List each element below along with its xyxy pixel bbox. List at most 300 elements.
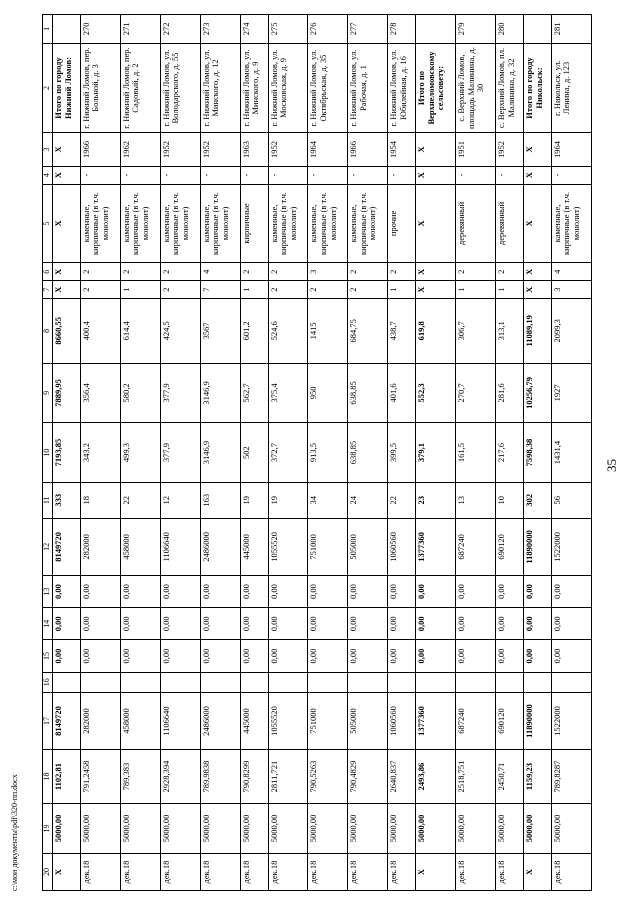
table-cell: 638,85 <box>348 363 388 423</box>
table-cell: 1927 <box>551 363 591 423</box>
subtotal-row <box>416 15 456 891</box>
table-cell: 5000,00 <box>160 803 200 853</box>
column-number: 15 <box>43 640 53 672</box>
table-cell: г. Нижний Ломов, ул. Минского, д. 12 <box>200 43 240 133</box>
table-cell: - <box>200 166 240 184</box>
table-cell: 438,7 <box>388 299 416 363</box>
table-cell: 684,75 <box>348 299 388 363</box>
table-cell: 5000,00 <box>120 803 160 853</box>
table-row <box>120 15 160 891</box>
table-cell: X <box>416 184 456 263</box>
table-cell <box>348 672 388 692</box>
table-cell: 1060560 <box>388 692 416 749</box>
table-cell: 24 <box>348 482 388 518</box>
table-cell: 5000,00 <box>348 803 388 853</box>
table-cell: 1522000 <box>551 518 591 575</box>
table-cell: X <box>524 184 552 263</box>
table-cell: 13 <box>456 482 496 518</box>
table-cell: 161,5 <box>456 423 496 483</box>
table-cell: 273 <box>200 15 240 44</box>
table-cell: 333 <box>53 482 81 518</box>
table-cell: - <box>160 166 200 184</box>
table-cell: 401,6 <box>388 363 416 423</box>
table-cell: - <box>456 166 496 184</box>
table-cell <box>53 672 81 692</box>
table-cell <box>456 672 496 692</box>
table-cell: каменные, кирпичные (в т.ч. монолит) <box>268 184 308 263</box>
table-cell: 0,00 <box>240 640 268 672</box>
column-number: 1 <box>43 15 53 44</box>
table-cell: г. Нижний Ломов, ул. Минского, д. 9 <box>240 43 268 133</box>
table-cell: - <box>551 166 591 184</box>
table-cell: 1963 <box>240 133 268 166</box>
table-cell: 0,00 <box>240 575 268 607</box>
table-cell: 7 <box>200 281 240 299</box>
table-cell <box>268 672 308 692</box>
table-cell: 270 <box>80 15 120 44</box>
table-cell: 1964 <box>551 133 591 166</box>
footer-path: c:\мои документы\pdf\320-пп.docx <box>10 774 19 891</box>
table-cell: 3146,9 <box>200 423 240 483</box>
table-cell: г. Нижний Ломов, ул. Октябрьская, д. 35 <box>308 43 348 133</box>
table-cell: X <box>524 281 552 299</box>
table-cell: 1106640 <box>160 518 200 575</box>
table-cell: 5000,00 <box>53 803 81 853</box>
table-cell: 445000 <box>240 518 268 575</box>
table-cell: 638,85 <box>348 423 388 483</box>
table-cell: 950 <box>308 363 348 423</box>
table-cell: 2 <box>80 263 120 281</box>
table-cell: 2493,86 <box>416 750 456 804</box>
table-cell: 0,00 <box>160 608 200 640</box>
table-cell: 5000,00 <box>496 803 524 853</box>
table-cell: 2 <box>160 281 200 299</box>
table-cell: 0,00 <box>120 608 160 640</box>
table-cell: 4 <box>551 263 591 281</box>
column-number: 8 <box>43 299 53 363</box>
table-cell: дек.18 <box>551 854 591 891</box>
table-cell: 276 <box>308 15 348 44</box>
table-cell: X <box>524 263 552 281</box>
table-cell: 0,00 <box>348 575 388 607</box>
table-cell: 2099,3 <box>551 299 591 363</box>
table-cell: X <box>416 166 456 184</box>
table-cell <box>200 672 240 692</box>
table-cell: г. Никольск, ул. Ленина, д. 123 <box>551 43 591 133</box>
table-cell: каменные, кирпичные (в т.ч. монолит) <box>160 184 200 263</box>
table-cell: 5000,00 <box>268 803 308 853</box>
table-cell: 0,00 <box>120 575 160 607</box>
column-number: 19 <box>43 803 53 853</box>
table-cell: 274 <box>240 15 268 44</box>
table-cell: 2 <box>388 263 416 281</box>
table-cell: дек.18 <box>268 854 308 891</box>
column-number: 7 <box>43 281 53 299</box>
table-cell: 12 <box>160 482 200 518</box>
column-number: 20 <box>43 854 53 891</box>
table-cell: 0,00 <box>456 608 496 640</box>
table-cell: 1106640 <box>160 692 200 749</box>
table-cell: 278 <box>388 15 416 44</box>
table-cell: - <box>496 166 524 184</box>
table-cell: 1522000 <box>551 692 591 749</box>
table-cell <box>551 672 591 692</box>
table-cell: дек.18 <box>80 854 120 891</box>
table-cell: 22 <box>120 482 160 518</box>
table-cell: 2 <box>348 263 388 281</box>
table-cell: - <box>120 166 160 184</box>
table-cell: 751000 <box>308 692 348 749</box>
table-cell: 2 <box>268 263 308 281</box>
table-cell: 1 <box>240 281 268 299</box>
table-cell: 789,383 <box>120 750 160 804</box>
table-cell: 313,1 <box>496 299 524 363</box>
table-cell: 505000 <box>348 518 388 575</box>
table-cell: 2 <box>120 263 160 281</box>
table-cell: 790,4829 <box>348 750 388 804</box>
table-cell: - <box>80 166 120 184</box>
table-cell: 281 <box>551 15 591 44</box>
table-cell: 279 <box>456 15 496 44</box>
table-cell: каменные, кирпичные (в т.ч. монолит) <box>200 184 240 263</box>
table-cell: 0,00 <box>53 608 81 640</box>
table-cell: 400,4 <box>80 299 120 363</box>
table-cell: Итого по Верхнеломовскому сельсовету: <box>416 43 456 133</box>
table-cell: 0,00 <box>348 640 388 672</box>
table-cell: 1951 <box>456 133 496 166</box>
table-cell: 377,9 <box>160 363 200 423</box>
table-cell: 5000,00 <box>240 803 268 853</box>
table-cell: 0,00 <box>53 640 81 672</box>
table-cell: 1952 <box>496 133 524 166</box>
table-row <box>80 15 120 891</box>
table-cell: 18 <box>80 482 120 518</box>
table-cell: 0,00 <box>388 575 416 607</box>
table-cell <box>388 672 416 692</box>
table-cell: X <box>524 854 552 891</box>
table-row <box>308 15 348 891</box>
table-cell: 0,00 <box>200 640 240 672</box>
table-cell <box>496 672 524 692</box>
column-number: 16 <box>43 672 53 692</box>
table-cell: 1952 <box>200 133 240 166</box>
table-cell: 0,00 <box>80 575 120 607</box>
table-cell: 22 <box>388 482 416 518</box>
table-cell: 8149720 <box>53 518 81 575</box>
table-cell: 1159,23 <box>524 750 552 804</box>
table-cell: 1966 <box>80 133 120 166</box>
table-cell: прочие <box>388 184 416 263</box>
header-row <box>43 15 53 891</box>
table-body <box>43 15 592 891</box>
table-cell: 1 <box>388 281 416 299</box>
table-cell: 1102,81 <box>53 750 81 804</box>
table-cell: 0,00 <box>496 640 524 672</box>
table-cell: 0,00 <box>388 608 416 640</box>
table-cell: 280 <box>496 15 524 44</box>
table-cell: X <box>524 166 552 184</box>
table-cell: 281,6 <box>496 363 524 423</box>
table-cell: 0,00 <box>80 608 120 640</box>
table-cell: 356,4 <box>80 363 120 423</box>
table-cell: 0,00 <box>524 575 552 607</box>
table-cell: 399,5 <box>388 423 416 483</box>
table-cell: 0,00 <box>416 575 456 607</box>
table-cell: 0,00 <box>80 640 120 672</box>
table-cell: 56 <box>551 482 591 518</box>
page-number: 35 <box>604 459 619 472</box>
column-number: 10 <box>43 423 53 483</box>
table-cell: 601,2 <box>240 299 268 363</box>
table-cell: 7193,85 <box>53 423 81 483</box>
table-cell: 458000 <box>120 692 160 749</box>
table-cell: кирпичные <box>240 184 268 263</box>
table-cell: 1 <box>456 281 496 299</box>
table-cell: 23 <box>416 482 456 518</box>
table-cell: X <box>416 281 456 299</box>
table-cell: 1415 <box>308 299 348 363</box>
table-cell: - <box>240 166 268 184</box>
column-number: 4 <box>43 166 53 184</box>
table-cell: 0,00 <box>308 575 348 607</box>
table-cell: 562,7 <box>240 363 268 423</box>
table-cell: 0,00 <box>53 575 81 607</box>
table-cell: 163 <box>200 482 240 518</box>
column-number: 3 <box>43 133 53 166</box>
table-cell: 0,00 <box>348 608 388 640</box>
table-cell: 458000 <box>120 518 160 575</box>
table-cell: 502 <box>240 423 268 483</box>
table-cell: Итого по городу Нижний Ломов: <box>53 43 81 133</box>
table-cell: 1060560 <box>388 518 416 575</box>
table-cell: 1 <box>120 281 160 299</box>
table-cell: каменные, кирпичные (в т.ч. монолит) <box>80 184 120 263</box>
table-cell: дек.18 <box>496 854 524 891</box>
table-cell: 1431,4 <box>551 423 591 483</box>
table-cell: 499,3 <box>120 423 160 483</box>
table-cell: 790,5263 <box>308 750 348 804</box>
table-cell: 0,00 <box>551 575 591 607</box>
table-cell <box>240 672 268 692</box>
table-cell: 0,00 <box>308 640 348 672</box>
table-cell: Итого по городу Никольск: <box>524 43 552 133</box>
table-cell: каменные, кирпичные (в т.ч. монолит) <box>308 184 348 263</box>
table-cell: 4 <box>200 263 240 281</box>
table-cell: 272 <box>160 15 200 44</box>
table-cell: 1377360 <box>416 518 456 575</box>
table-cell: 0,00 <box>496 608 524 640</box>
table-cell: 2 <box>456 263 496 281</box>
table-cell: г. Нижний Ломов, пер. Садовый, д. 2 <box>120 43 160 133</box>
table-cell: 2486000 <box>200 692 240 749</box>
table-cell: деревянный <box>496 184 524 263</box>
table-cell: 282000 <box>80 518 120 575</box>
table-cell: 790,8299 <box>240 750 268 804</box>
table-cell: 2 <box>496 263 524 281</box>
table-row <box>456 15 496 891</box>
table-cell: 1964 <box>308 133 348 166</box>
table-cell: 1952 <box>268 133 308 166</box>
table-cell: 614,4 <box>120 299 160 363</box>
table-cell: 2518,751 <box>456 750 496 804</box>
table-cell: 2 <box>160 263 200 281</box>
table-cell: 11890000 <box>524 518 552 575</box>
table-cell: 271 <box>120 15 160 44</box>
table-cell: 2 <box>308 281 348 299</box>
table-cell: 580,2 <box>120 363 160 423</box>
table-cell <box>524 15 552 44</box>
table-row <box>200 15 240 891</box>
table-cell: г. Нижний Ломов, ул. Рабочая, д. 1 <box>348 43 388 133</box>
table-cell: 0,00 <box>200 575 240 607</box>
table-cell: 3567 <box>200 299 240 363</box>
table-cell: 11089,19 <box>524 299 552 363</box>
table-cell: дек.18 <box>308 854 348 891</box>
table-cell: 445000 <box>240 692 268 749</box>
table-cell: 0,00 <box>551 640 591 672</box>
column-number: 17 <box>43 692 53 749</box>
table-cell: 1 <box>496 281 524 299</box>
table-cell: 343,2 <box>80 423 120 483</box>
table-cell: 10256,79 <box>524 363 552 423</box>
table-cell <box>524 672 552 692</box>
table-cell: X <box>53 133 81 166</box>
table-cell: 377,9 <box>160 423 200 483</box>
table-row <box>268 15 308 891</box>
table-cell <box>416 672 456 692</box>
table-cell: 19 <box>240 482 268 518</box>
table-cell: 2450,71 <box>496 750 524 804</box>
table-cell: 751000 <box>308 518 348 575</box>
table-row <box>496 15 524 891</box>
table-cell: 7889,95 <box>53 363 81 423</box>
table-cell: 5000,00 <box>456 803 496 853</box>
table-cell: 1966 <box>348 133 388 166</box>
table-cell: 524,6 <box>268 299 308 363</box>
table-cell: 0,00 <box>160 575 200 607</box>
table-cell: 690120 <box>496 692 524 749</box>
table-cell: 0,00 <box>456 575 496 607</box>
table-cell: 2 <box>240 263 268 281</box>
table-cell: 0,00 <box>308 608 348 640</box>
subtotal-row <box>524 15 552 891</box>
table-cell: дек.18 <box>120 854 160 891</box>
table-cell: дек.18 <box>348 854 388 891</box>
table-cell: 5000,00 <box>308 803 348 853</box>
table-cell: 0,00 <box>456 640 496 672</box>
table-cell: 375,4 <box>268 363 308 423</box>
column-number: 2 <box>43 43 53 133</box>
table-cell: - <box>388 166 416 184</box>
table-cell: 302 <box>524 482 552 518</box>
table-cell: 1952 <box>160 133 200 166</box>
table-cell: - <box>348 166 388 184</box>
table-cell: 0,00 <box>416 640 456 672</box>
table-cell: 1055520 <box>268 692 308 749</box>
table-cell: 2 <box>80 281 120 299</box>
table-cell: 0,00 <box>160 640 200 672</box>
table-cell: с. Верхний Ломов, пл. Малинина, д. 32 <box>496 43 524 133</box>
table-cell: дек.18 <box>240 854 268 891</box>
table-cell: 270,7 <box>456 363 496 423</box>
column-number: 18 <box>43 750 53 804</box>
table-cell: каменные, кирпичные (в т.ч. монолит) <box>551 184 591 263</box>
table-cell: 2 <box>348 281 388 299</box>
table-cell: 2 <box>268 281 308 299</box>
table-cell: 10 <box>496 482 524 518</box>
table-cell: 379,1 <box>416 423 456 483</box>
table-cell: г. Нижний Ломов, пер. Больной, д. 3 <box>80 43 120 133</box>
table-cell: 5000,00 <box>80 803 120 853</box>
table-cell: 282000 <box>80 692 120 749</box>
table-row <box>551 15 591 891</box>
table-cell: 7598,38 <box>524 423 552 483</box>
table-cell: г. Нижний Ломов, ул. Московская, д. 9 <box>268 43 308 133</box>
column-number: 11 <box>43 482 53 518</box>
table-cell: 3146,9 <box>200 363 240 423</box>
table-cell: 5000,00 <box>416 803 456 853</box>
table-cell: 2640,837 <box>388 750 416 804</box>
table-cell: деревянный <box>456 184 496 263</box>
table-cell: 1055520 <box>268 518 308 575</box>
table-cell: 306,7 <box>456 299 496 363</box>
table-cell: 1377360 <box>416 692 456 749</box>
table-cell: 2486000 <box>200 518 240 575</box>
table-cell: X <box>53 166 81 184</box>
table-cell: 5000,00 <box>388 803 416 853</box>
table-cell: X <box>416 854 456 891</box>
table-cell: 0,00 <box>120 640 160 672</box>
table-cell: 690120 <box>496 518 524 575</box>
table-cell: 0,00 <box>200 608 240 640</box>
table-cell: 8149720 <box>53 692 81 749</box>
table-cell: 277 <box>348 15 388 44</box>
column-number: 14 <box>43 608 53 640</box>
table-cell: 34 <box>308 482 348 518</box>
table-cell: дек.18 <box>160 854 200 891</box>
table-cell: 1954 <box>388 133 416 166</box>
table-cell: 913,5 <box>308 423 348 483</box>
table-row <box>348 15 388 891</box>
table-cell: 0,00 <box>524 608 552 640</box>
table-cell: - <box>308 166 348 184</box>
column-number: 5 <box>43 184 53 263</box>
table-row <box>160 15 200 891</box>
table-cell: 505000 <box>348 692 388 749</box>
table-cell: 0,00 <box>496 575 524 607</box>
table-cell: дек.18 <box>456 854 496 891</box>
housing-table <box>42 14 592 891</box>
table-cell: X <box>53 281 81 299</box>
table-cell: 0,00 <box>524 640 552 672</box>
table-cell: 2928,394 <box>160 750 200 804</box>
table-cell: 19 <box>268 482 308 518</box>
table-cell: 5000,00 <box>551 803 591 853</box>
table-cell: г. Нижний Ломов, ул. Володарского, д. 55 <box>160 43 200 133</box>
table-cell: X <box>53 854 81 891</box>
table-cell: 3 <box>551 281 591 299</box>
column-number: 9 <box>43 363 53 423</box>
table-cell: 5000,00 <box>200 803 240 853</box>
table-cell: X <box>416 133 456 166</box>
table-cell: 2811,721 <box>268 750 308 804</box>
table-cell: дек.18 <box>200 854 240 891</box>
column-number: 12 <box>43 518 53 575</box>
table-cell: 275 <box>268 15 308 44</box>
table-cell: X <box>416 263 456 281</box>
table-cell: X <box>524 133 552 166</box>
table-cell: 217,6 <box>496 423 524 483</box>
